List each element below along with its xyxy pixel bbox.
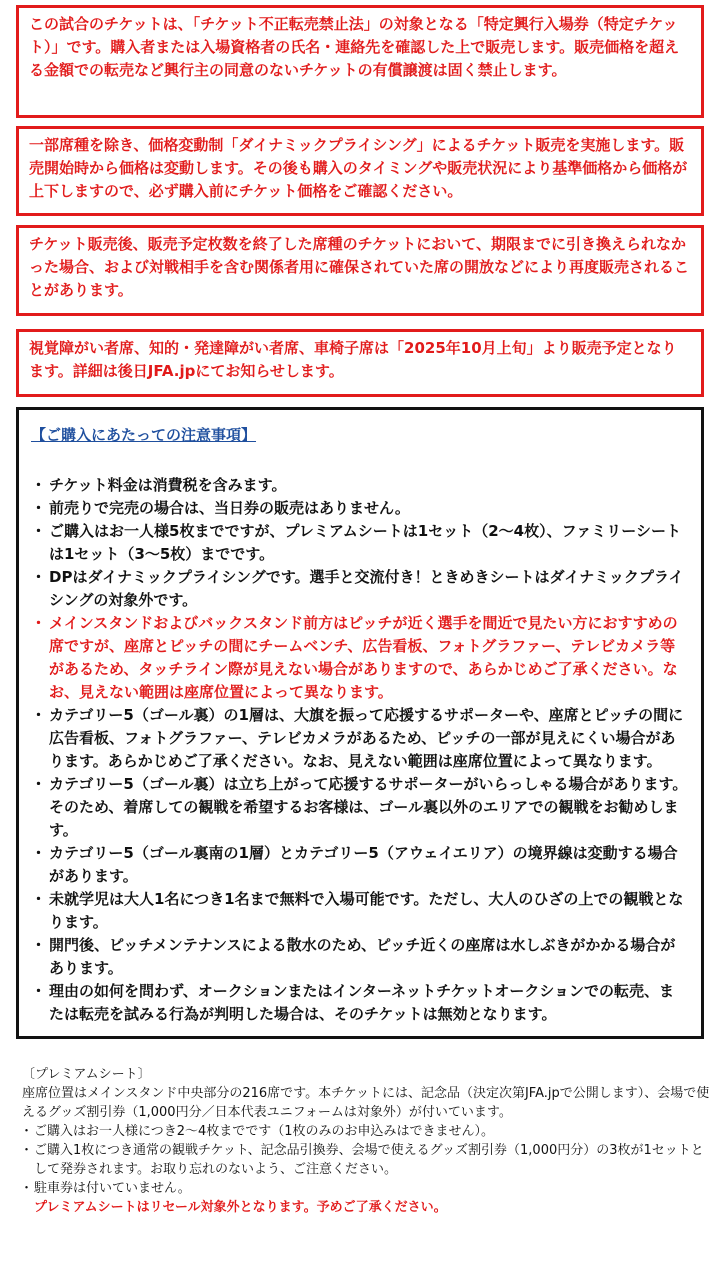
premium-heading: 〔プレミアムシート〕: [22, 1067, 151, 1082]
caution-item: ・ 未就学児は大人1名につき1名まで無料で入場可能です。ただし、大人のひざの上での観戦となります。: [31, 888, 689, 934]
caution-item: ・ 開門後、ピッチメンテナンスによる散水のため、ピッチ近くの座席は水しぶきがかかる場合があります。: [31, 934, 689, 980]
premium-bullet: ・ ご購入はお一人様につき2～4枚までです（1枚のみのお申込みはできません）。: [22, 1122, 712, 1141]
notice-resale-law: [16, 5, 704, 118]
notice-resale-after-sale: [16, 225, 704, 316]
premium-description: 座席位置はメインスタンド中央部分の216席です。本チケットには、記念品（決定次第JFA.jpで公開します）、会場で使えるグッズ割引券（1,000円分／日本代表ユニフォームは対象外）が付いています。: [22, 1086, 710, 1120]
notice-text: チケット販売後、販売予定枚数を終了した席種のチケットにおいて、期限までに引き換えられなかった場合、および対戦相手を含む関係者用に確保されていた席の開放などにより再度販売されることがあります。: [29, 235, 690, 299]
caution-item: ・ カテゴリー5（ゴール裏南の1層）とカテゴリー5（アウェイエリア）の境界線は変動する場合があります。: [31, 842, 689, 888]
caution-item-highlighted: ・ メインスタンドおよびバックスタンド前方はピッチが近く選手を間近で見たい方におすすめの席ですが、座席とピッチの間にチームベンチ、広告看板、フォトグラファー、テレビカメラ等があるため、タッチライン際が見えない場合がありますので、あらかじめご了承ください。なお、見えない範囲は座席位置によって異なります。: [31, 612, 689, 704]
caution-item: ・ カテゴリー5（ゴール裏）は立ち上がって応援するサポーターがいらっしゃる場合があります。そのため、着席しての観戦を希望するお客様は、ゴール裏以外のエリアでの観戦をお勧めします。: [31, 773, 689, 842]
cautions-list: [31, 474, 689, 1026]
notice-accessible-seats: [16, 329, 704, 397]
caution-item: ・ 前売りで完売の場合は、当日券の販売はありません。: [31, 497, 689, 520]
premium-bullet: ・ 駐車券は付いていません。: [22, 1179, 712, 1198]
notice-text: この試合のチケットは、「チケット不正転売禁止法」の対象となる「特定興行入場券（特定チケット）」です。購入者または入場資格者の氏名・連絡先を確認した上で販売します。販売価格を超える金額での転売など興行主の同意のないチケットの有償譲渡は固く禁止します。: [29, 15, 680, 79]
premium-bullet: ・ ご購入1枚につき通常の観戦チケット、記念品引換券、会場で使えるグッズ割引券（1,000円分）の3枚が1セットとして発券されます。お取り忘れのないよう、ご注意ください。: [22, 1141, 712, 1179]
notice-dynamic-pricing: [16, 126, 704, 216]
cautions-title: 【ご購入にあたっての注意事項】: [31, 426, 257, 444]
caution-item: ・ 理由の如何を問わず、オークションまたはインターネットチケットオークションでの転売、または転売を試みる行為が判明した場合は、そのチケットは無効となります。: [31, 980, 689, 1026]
notice-text: 視覚障がい者席、知的・発達障がい者席、車椅子席は「2025年10月上旬」より販売予定となります。詳細は後日JFA.jpにてお知らせします。: [29, 339, 677, 380]
premium-seat-section: [22, 1065, 712, 1217]
caution-item: ・ カテゴリー5（ゴール裏）の1層は、大旗を振って応援するサポーターや、座席とピッチの間に広告看板、フォトグラファー、テレビカメラがあるため、ピッチの一部が見えにくい場合があります。あらかじめご了承ください。なお、見えない範囲は座席位置によって異なります。: [31, 704, 689, 773]
caution-item: ・ DPはダイナミックプライシングです。選手と交流付き！ときめきシートはダイナミックプライシングの対象外です。: [31, 566, 689, 612]
premium-resale-note: プレミアムシートはリセール対象外となります。予めご了承ください。: [34, 1200, 447, 1215]
purchase-cautions: [16, 407, 704, 1039]
caution-item: ・ ご購入はお一人様5枚までですが、プレミアムシートは1セット（2～4枚）、ファミリーシートは1セット（3～5枚）までです。: [31, 520, 689, 566]
notice-text: 一部席種を除き、価格変動制「ダイナミックプライシング」によるチケット販売を実施します。販売開始時から価格は変動します。その後も購入のタイミングや販売状況により基準価格から価格が上下しますので、必ず購入前にチケット価格をご確認ください。: [29, 136, 688, 200]
caution-item: ・ チケット料金は消費税を含みます。: [31, 474, 689, 497]
